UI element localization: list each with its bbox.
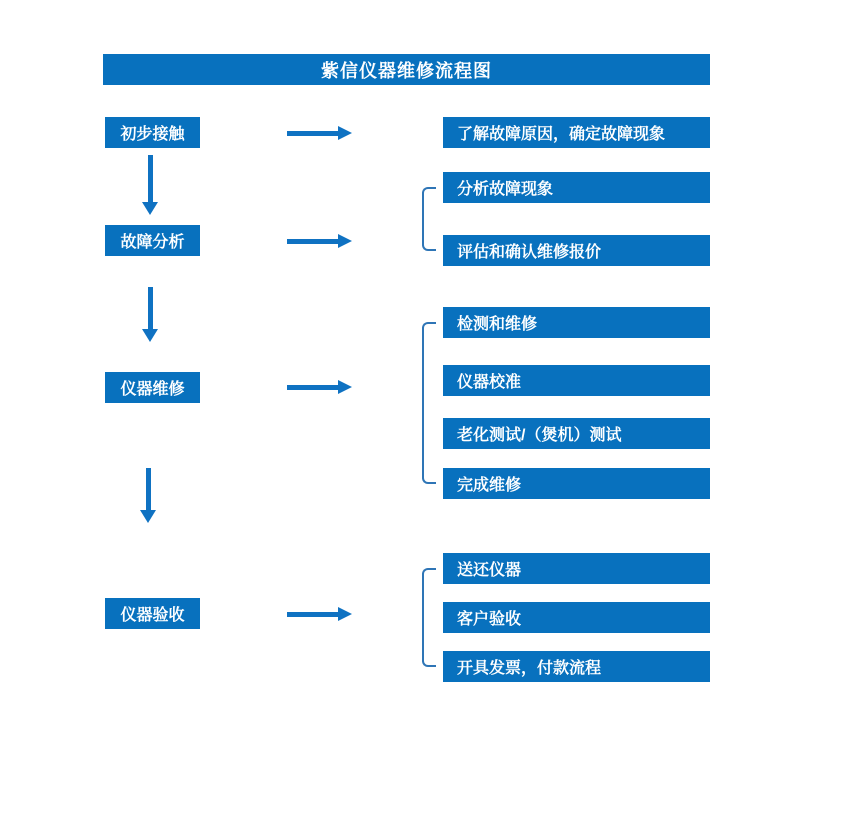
detail-box-invoice-payment: 开具发票，付款流程 xyxy=(443,651,710,682)
detail-box-understand-fault: 了解故障原因，确定故障现象 xyxy=(443,117,710,148)
arrow-down-icon xyxy=(142,287,158,342)
arrow-head xyxy=(338,234,352,248)
arrow-stem xyxy=(287,385,338,390)
stage-box-initial-contact: 初步接触 xyxy=(105,117,200,148)
stage-box-instrument-repair: 仪器维修 xyxy=(105,372,200,403)
flowchart-title: 紫信仪器维修流程图 xyxy=(103,54,710,85)
arrow-down-icon xyxy=(140,468,156,523)
arrow-stem xyxy=(148,155,153,202)
arrow-stem xyxy=(287,239,338,244)
arrow-down-icon xyxy=(142,155,158,215)
detail-box-confirm-quote: 评估和确认维修报价 xyxy=(443,235,710,266)
arrow-head xyxy=(338,126,352,140)
detail-box-inspect-repair: 检测和维修 xyxy=(443,307,710,338)
arrow-stem xyxy=(287,131,338,136)
arrow-head xyxy=(142,202,158,215)
detail-box-repair-complete: 完成维修 xyxy=(443,468,710,499)
arrow-stem xyxy=(287,612,338,617)
arrow-head xyxy=(140,510,156,523)
stage-box-fault-analysis: 故障分析 xyxy=(105,225,200,256)
arrow-head xyxy=(142,329,158,342)
arrow-right-icon xyxy=(287,380,352,394)
detail-box-analyze-fault: 分析故障现象 xyxy=(443,172,710,203)
detail-box-return-instrument: 送还仪器 xyxy=(443,553,710,584)
arrow-head xyxy=(338,380,352,394)
detail-box-burn-in-test: 老化测试/（煲机）测试 xyxy=(443,418,710,449)
detail-box-customer-acceptance: 客户验收 xyxy=(443,602,710,633)
group-bracket-stage2 xyxy=(422,187,436,251)
arrow-right-icon xyxy=(287,234,352,248)
arrow-stem xyxy=(148,287,153,329)
stage-box-instrument-acceptance: 仪器验收 xyxy=(105,598,200,629)
arrow-head xyxy=(338,607,352,621)
group-bracket-stage3 xyxy=(422,322,436,484)
arrow-right-icon xyxy=(287,126,352,140)
arrow-stem xyxy=(146,468,151,510)
arrow-right-icon xyxy=(287,607,352,621)
group-bracket-stage4 xyxy=(422,568,436,667)
detail-box-calibration: 仪器校准 xyxy=(443,365,710,396)
